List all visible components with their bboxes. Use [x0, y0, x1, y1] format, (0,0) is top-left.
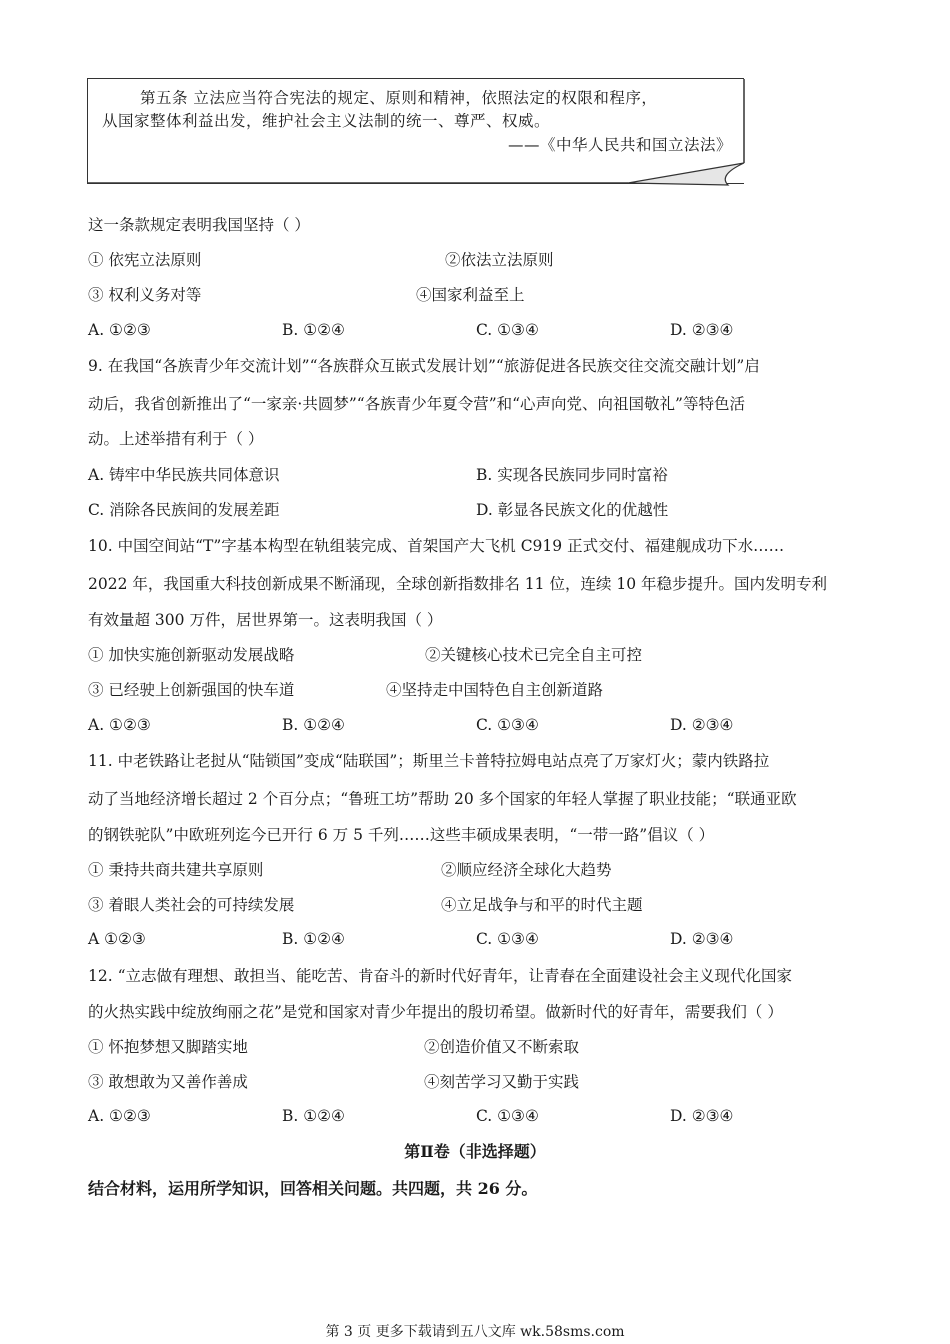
q12-statement-2: ②创造价值又不断索取 [424, 1038, 580, 1056]
q8-option-c[interactable]: C. ①③④ [476, 321, 539, 339]
section-instruction: 结合材料，运用所学知识，回答相关问题。共四题，共 26 分。 [88, 1179, 538, 1198]
q11-option-b[interactable]: B. ①②④ [282, 930, 345, 948]
q9-option-b[interactable]: B. 实现各民族同步同时富裕 [476, 466, 668, 484]
quote-source: ——《中华人民共和国立法法》 [508, 136, 733, 154]
q10-statement-4: ④坚持走中国特色自主创新道路 [386, 681, 604, 699]
q10-statement-1: ① 加快实施创新驱动发展战略 [88, 646, 295, 664]
q8-statement-3: ③ 权利义务对等 [88, 286, 202, 304]
q11-statement-3: ③ 着眼人类社会的可持续发展 [88, 896, 295, 914]
q11-statement-2: ②顺应经济全球化大趋势 [441, 861, 612, 879]
quote-line-2: 从国家整体利益出发，维护社会主义法制的统一、尊严、权威。 [102, 112, 551, 130]
q9-line-1: 9. 在我国“各族青少年交流计划”“各族群众互嵌式发展计划”“旅游促进各民族交往交流交融计划”启 [88, 357, 760, 375]
q12-option-b[interactable]: B. ①②④ [282, 1107, 345, 1125]
q8-stem: 这一条款规定表明我国坚持（ ） [88, 216, 310, 234]
q12-statement-3: ③ 敢想敢为又善作善成 [88, 1073, 248, 1091]
q11-option-c[interactable]: C. ①③④ [476, 930, 539, 948]
q12-option-c[interactable]: C. ①③④ [476, 1107, 539, 1125]
q12-line-2: 的火热实践中绽放绚丽之花”是党和国家对青少年提出的殷切希望。做新时代的好青年，需要我们（ ） [88, 1003, 783, 1021]
q10-option-b[interactable]: B. ①②④ [282, 716, 345, 734]
q11-line-3: 的钢铁驼队”中欧班列迄今已开行 6 万 5 千列……这些丰硕成果表明，“一带一路”倡议（ ） [88, 826, 715, 844]
q11-line-2: 动了当地经济增长超过 2 个百分点；“鲁班工坊”帮助 20 多个国家的年轻人掌握了职业技能；“联通亚欧 [88, 790, 797, 808]
q10-line-3: 有效量超 300 万件，居世界第一。这表明我国（ ） [88, 611, 443, 629]
q12-option-d[interactable]: D. ②③④ [670, 1107, 734, 1125]
q9-option-a[interactable]: A. 铸牢中华民族共同体意识 [88, 466, 280, 484]
q12-statement-4: ④刻苦学习又勤于实践 [424, 1073, 580, 1091]
q10-option-a[interactable]: A. ①②③ [88, 716, 151, 734]
q9-line-3: 动。上述举措有利于（ ） [88, 430, 264, 448]
q12-line-1: 12. “立志做有理想、敢担当、能吃苦、肯奋斗的新时代好青年，让青春在全面建设社会主义现代化国家 [88, 967, 793, 985]
q10-option-d[interactable]: D. ②③④ [670, 716, 734, 734]
q8-option-d[interactable]: D. ②③④ [670, 321, 734, 339]
q12-option-a[interactable]: A. ①②③ [88, 1107, 151, 1125]
q8-statement-1: ① 依宪立法原则 [88, 251, 202, 269]
q9-option-d[interactable]: D. 彰显各民族文化的优越性 [476, 501, 669, 519]
quote-line-1: 第五条 立法应当符合宪法的规定、原则和精神，依照法定的权限和程序， [140, 89, 658, 107]
q9-option-c[interactable]: C. 消除各民族间的发展差距 [88, 501, 280, 519]
q11-statement-4: ④立足战争与和平的时代主题 [441, 896, 643, 914]
q11-option-a[interactable]: A ①②③ [88, 930, 146, 948]
q12-statement-1: ① 怀抱梦想又脚踏实地 [88, 1038, 248, 1056]
q11-statement-1: ① 秉持共商共建共享原则 [88, 861, 264, 879]
q8-option-b[interactable]: B. ①②④ [282, 321, 345, 339]
q10-option-c[interactable]: C. ①③④ [476, 716, 539, 734]
q8-option-a[interactable]: A. ①②③ [88, 321, 151, 339]
q8-statement-4: ④国家利益至上 [416, 286, 525, 304]
q10-line-1: 10. 中国空间站“T”字基本构型在轨组装完成、首架国产大飞机 C919 正式交付、福建舰成功下水…… [88, 537, 785, 555]
section-title: 第Ⅱ卷（非选择题） [404, 1142, 546, 1161]
q10-statement-3: ③ 已经驶上创新强国的快车道 [88, 681, 295, 699]
q11-option-d[interactable]: D. ②③④ [670, 930, 734, 948]
q10-line-2: 2022 年，我国重大科技创新成果不断涌现，全球创新指数排名 11 位，连续 10 年稳步提升。国内发明专利 [88, 575, 828, 593]
q8-statement-2: ②依法立法原则 [445, 251, 554, 269]
page-footer: 第 3 页 更多下载请到五八文库 wk.58sms.com [325, 1324, 625, 1340]
q11-line-1: 11. 中老铁路让老挝从“陆锁国”变成“陆联国”；斯里兰卡普特拉姆电站点亮了万家灯火；蒙内铁路拉 [88, 752, 770, 770]
q9-line-2: 动后，我省创新推出了“一家亲·共圆梦”“各族青少年夏令营”和“心声向党、向祖国敬礼”等特色活 [88, 395, 745, 413]
q10-statement-2: ②关键核心技术已完全自主可控 [425, 646, 643, 664]
